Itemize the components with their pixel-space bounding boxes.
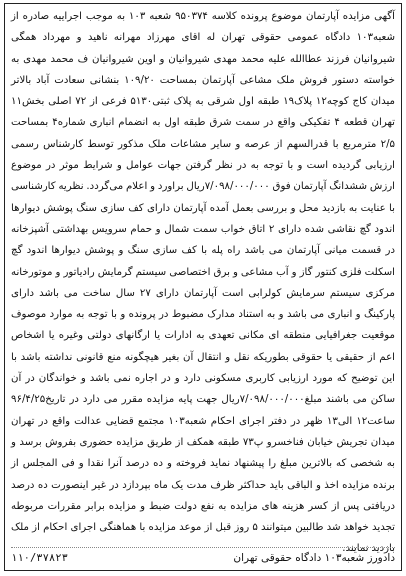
notice-footer	[11, 548, 395, 568]
notice-reference-code: ۱۱۰/۳۷۸۲۳	[11, 552, 68, 564]
auction-notice	[4, 3, 402, 571]
notice-body-text: آگهی مزایده آپارتمان موضوع پرونده کلاسه ۹۵۰۳۷۴ شعبه ۱۰۳ به موجب اجراییه صادره از شعبه۱۰۳ دادگاه عمومی حقوقی تهران له اقای مهرزاد مهرانه ناهید و مهرداد همگی شیروانیان فرزند عطاالله علیه محمد مهدی شیروانیان و اوین شیروانیان ف محمد مهدی به خواسته دستور فروش ملک مشاعی آپارتمان بمساحت ۱۰۹/۲۰ بنشانی سعادت آباد بالاتر میدان کاج کوچه۱۲ پلاک۱۹ طبقه اول شرقی به پلاک ثبتی۵۱۳۰ فرعی از ۷۲ اصلی بخش۱۱ تهران قطعه ۴ تفکیکی واقع در سمت شرق طبقه اول به انضمام انباری شماره۴ بمساحت ۲/۵ مترمربع با قدرالسهم از عرصه و سایر مشاعات ملک مذکور توسط کارشناس رسمی ارزیابی گردیده است و با توجه به در نظر گرفتن جهات عوامل و شرایط موثر در موضوع ارزش ششدانگ آپارتمان فوق ۷/۰۹۸/۰۰۰/۰۰۰ریال براورد و اعلام می‌گردد. نظریه کارشناسی با عنایت به بازدید محل و بررسی بعمل آمده آپارتمان دارای کف سازی سنگ پوشش دیوارها اندود گچ نقاشی شده دارای ۲ اتاق خواب سمت شمال و حمام سرویس بهداشتی آشپزخانه در قسمت میانی آپارتمان می باشد راه پله با کف سازی سنگ و پوشش دیوارها اندود گچ اسکلت فلزی کنتور گاز و آب مشاعی و برق اختصاصی سیستم گرمایش رادیاتور و موتورخانه مرکزی سیستم سرمایش کولرابی است آپارتمان دارای ۲۷ سال ساخت می باشد دارای پارکینگ و انباری می باشد و به استناد مدارک مضبوط در پرونده و با توجه به موارد موصوف موقعیت جغرافیایی منطقه ای مکانی تعهدی به ادارات یا ارگانهای دولتی وغیره یا اشخاص اعم از حقیقی یا حقوقی بطوریکه نقل و انتقال آن بغیر هیچگونه منع قانونی نداشته باشد با این توضیح که مورد ارزیابی کاربری مسکونی دارد و در اجاره نمی باشد و خواندگان در آن ساکن می باشند مبلغ۷/۰۹۸/۰۰۰/۰۰۰ریال جهت پایه مزایده مقرر می دارد در تاریخ۹۶/۴/۲۵ ساعت۱۲ الی۱۳ ظهر در دفتر اجرای احکام شعبه۱۰۳ مجتمع قضایی عدالت واقع در تهران میدان تجریش خیابان فناخسرو پ۷۳ طبقه همکف از طریق مزایده حضوری بفروش برسد و به شخصی که بالاترین مبلغ را پیشنهاد نماید فروخته و ده درصد آنرا نقدا و فی المجلس از برنده مزایده اخذ و الباقی باید حداکثر ظرف مدت یک ماه بپردازد در غیر اینصورت ده درصد دریافتی پس از کسر هزینه های مزایده به نفع دولت ضبط و مزایده برابر مقررات مربوطه تجدید خواهد شد طالبین میتوانند ۵ روز قبل از موعد مزایده با هماهنگی اجرای احکام از ملک بازدید نمایند.	[11, 11, 396, 555]
issuing-office: دادورز شعبه۱۰۳ دادگاه حقوقی تهران	[233, 552, 395, 564]
